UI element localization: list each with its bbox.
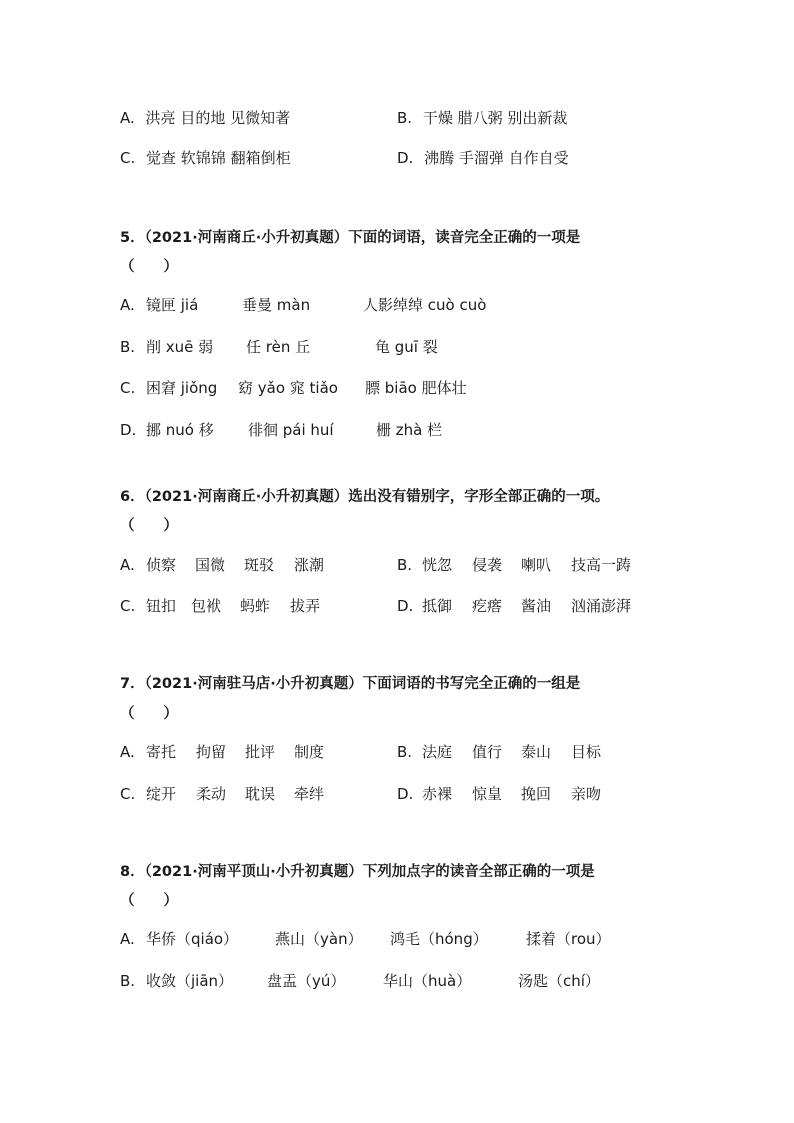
option-cell: 挪 nuó 移: [146, 421, 214, 439]
prev-option-c: [120, 148, 291, 168]
option-cell: 栅 zhà 栏: [376, 421, 443, 439]
option-cell: 收敛（jiān）: [146, 972, 234, 990]
option-label: D.: [120, 421, 137, 439]
prev-option-b: [397, 108, 567, 128]
option-cell: 揉着（rou）: [526, 930, 611, 948]
option-text: 觉查 软锦锦 翻箱倒柜: [146, 149, 291, 167]
option-label: C.: [120, 785, 136, 803]
option-cell: 亲吻: [571, 785, 602, 803]
option-cell: 惊皇: [472, 785, 503, 803]
option-cell: 钮扣: [146, 597, 177, 615]
option-label: A.: [120, 930, 135, 948]
question-8-title: 8．（2021·河南平顶山·小升初真题）下列加点字的读音全部正确的一项是: [120, 864, 595, 880]
option-label: A.: [120, 296, 135, 314]
option-cell: 困窘 jiǒng: [146, 379, 218, 397]
option-label: C.: [120, 597, 136, 615]
option-cell: 斑驳: [244, 556, 275, 574]
option-cell: 酱油: [521, 597, 552, 615]
option-label: C.: [120, 149, 136, 167]
option-cell: 鸿毛（hóng）: [390, 930, 488, 948]
option-cell: 窈 yǎo 窕 tiǎo: [238, 379, 338, 397]
question-8-answer-paren: （ ）: [120, 893, 178, 909]
option-cell: 徘徊 pái huí: [248, 421, 334, 439]
option-cell: 寄托: [146, 743, 177, 761]
option-cell: 汹涌澎湃: [571, 597, 632, 615]
option-cell: 盘盂（yú）: [267, 972, 346, 990]
option-cell: 龟 guī 裂: [375, 338, 438, 356]
option-cell: 国微: [195, 556, 226, 574]
option-label: B.: [120, 338, 136, 356]
option-label: A.: [120, 109, 135, 127]
option-cell: 拘留: [196, 743, 227, 761]
prev-option-d: [397, 148, 569, 168]
option-cell: 制度: [294, 743, 325, 761]
option-cell: 绽开: [146, 785, 177, 803]
option-label: D.: [397, 149, 414, 167]
option-cell: 喇叭: [521, 556, 552, 574]
option-cell: 燕山（yàn）: [275, 930, 363, 948]
question-5-answer-paren: （ ）: [120, 259, 178, 275]
option-cell: 柔动: [196, 785, 227, 803]
option-cell: 耽误: [245, 785, 276, 803]
option-cell: 膘 biāo 肥体壮: [365, 379, 467, 397]
option-cell: 汤匙（chí）: [518, 972, 600, 990]
option-cell: 涨潮: [294, 556, 325, 574]
option-label: B.: [397, 109, 413, 127]
option-cell: 任 rèn 丘: [246, 338, 311, 356]
option-cell: 人影绰绰 cuò cuò: [363, 296, 487, 314]
option-label: B.: [120, 972, 136, 990]
option-cell: 恍忽: [422, 556, 453, 574]
option-cell: 技高一踌: [571, 556, 632, 574]
option-cell: 侵袭: [472, 556, 503, 574]
option-cell: 批评: [245, 743, 276, 761]
question-5-title: 5．（2021·河南商丘·小升初真题）下面的词语，读音完全正确的一项是: [120, 230, 581, 246]
option-cell: 垂曼 màn: [242, 296, 311, 314]
option-cell: 镜匣 jiá: [146, 296, 199, 314]
question-6-title: 6．（2021·河南商丘·小升初真题）选出没有错别字，字形全部正确的一项。: [120, 489, 610, 505]
question-7-answer-paren: （ ）: [120, 706, 178, 722]
option-cell: 目标: [571, 743, 602, 761]
option-cell: 侦察: [146, 556, 177, 574]
option-cell: 削 xuē 弱: [146, 338, 214, 356]
option-text: 干燥 腊八粥 别出新裁: [422, 109, 568, 127]
option-label: D.: [397, 597, 414, 615]
option-cell: 牵绊: [294, 785, 325, 803]
prev-option-a: [120, 108, 290, 128]
option-cell: 蚂蚱: [240, 597, 271, 615]
option-label: B.: [397, 556, 413, 574]
option-label: D.: [397, 785, 414, 803]
option-cell: 法庭: [422, 743, 453, 761]
option-label: B.: [397, 743, 413, 761]
option-cell: 拔弄: [290, 597, 321, 615]
option-cell: 华侨（qiáo）: [146, 930, 239, 948]
option-label: A.: [120, 743, 135, 761]
option-label: A.: [120, 556, 135, 574]
option-cell: 值行: [472, 743, 503, 761]
question-7-title: 7．（2021·河南驻马店·小升初真题）下面词语的书写完全正确的一组是: [120, 676, 581, 692]
option-cell: 抵御: [422, 597, 453, 615]
option-label: C.: [120, 379, 136, 397]
option-cell: 泰山: [521, 743, 552, 761]
option-cell: 赤裸: [422, 785, 453, 803]
question-6-answer-paren: （ ）: [120, 518, 178, 534]
option-cell: 华山（huà）: [383, 972, 472, 990]
option-text: 沸腾 手溜弹 自作自受: [424, 149, 569, 167]
option-cell: 包袱: [191, 597, 222, 615]
option-cell: 疙瘩: [472, 597, 503, 615]
option-text: 洪亮 目的地 见微知著: [145, 109, 291, 127]
option-cell: 挽回: [521, 785, 552, 803]
